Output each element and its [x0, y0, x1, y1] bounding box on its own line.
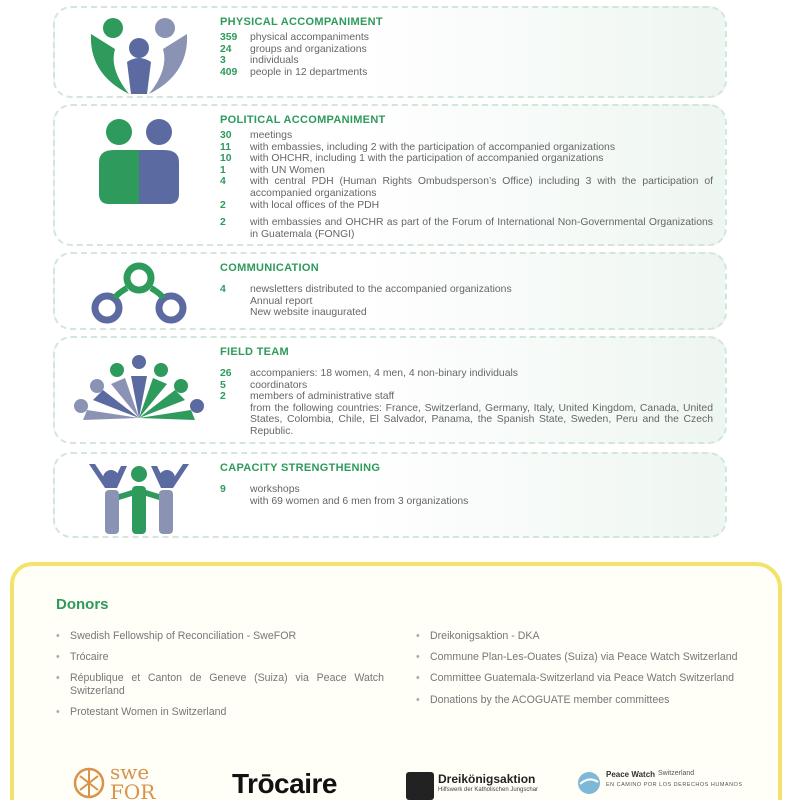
pws-country: Switzerland	[658, 770, 695, 777]
section-title: CAPACITY STRENGTHENING	[220, 462, 381, 474]
communication-circles-icon	[69, 260, 209, 326]
dka-name: Dreikönigsaktion	[438, 772, 536, 786]
stat-row: 3 individuals	[220, 55, 299, 67]
field-team-card	[53, 336, 727, 444]
section-title: FIELD TEAM	[220, 346, 289, 358]
donor-item: • Committee Guatemala-Switzerland via Peace Watch Switzerland	[414, 672, 744, 684]
raised-hands-people-icon	[69, 460, 209, 536]
field-team-body	[220, 346, 713, 438]
stat-row: 1 with UN Women	[220, 164, 325, 176]
pws-name: Peace Watch	[606, 770, 656, 779]
stat-row: 359 physical accompaniments	[220, 32, 369, 43]
stat-row: 26 accompaniers: 18 women, 4 men, 4 non-binary individuals	[220, 368, 518, 379]
globe-icon	[576, 770, 602, 796]
physical-accompaniment-card	[53, 6, 727, 98]
donor-item: • République et Canton de Geneve (Suiza) via Peace Watch Switzerland	[54, 672, 384, 696]
stat-row: 2 with local offices of the PDH	[220, 199, 380, 211]
section-title: COMMUNICATION	[220, 262, 320, 274]
swefor-wordmark: swe FOR	[110, 760, 156, 800]
stat-row: 30 meetings	[220, 130, 293, 141]
communication-body	[220, 262, 713, 319]
donor-item: • Dreikonigsaktion - DKA	[414, 630, 744, 642]
stat-row: with 69 women and 6 men from 3 organizations	[250, 495, 469, 507]
donors-panel	[10, 562, 782, 800]
donor-item: • Commune Plan-Les-Ouates (Suiza) via Peace Watch Switzerland	[414, 651, 744, 663]
pws-tagline: EN CAMINO POR LOS DERECHOS HUMANOS	[606, 782, 743, 788]
stat-row: New website inaugurated	[250, 307, 367, 319]
capacity-strengthening-card	[53, 452, 727, 538]
communication-card	[53, 252, 727, 330]
stat-row: 9 workshops	[220, 484, 300, 495]
stat-row: 2 members of administrative staff	[220, 391, 395, 403]
donor-item: • Donations by the ACOGUATE member committees	[414, 694, 744, 706]
donors-title: Donors	[56, 596, 109, 613]
dka-emblem-icon	[406, 772, 434, 800]
people-embrace-icon	[69, 14, 209, 96]
stat-row: from the following countries: France, Switzerland, Germany, Italy, United Kingdom, Canada, United States, Colombia, Chile, El Salvador, Panama, the Spanish State, Sweden, Peru and the Czech Republic.	[250, 402, 713, 437]
political-body	[220, 114, 713, 240]
donor-item: • Trócaire	[54, 651, 384, 663]
donors-list-left	[54, 630, 384, 727]
stat-row: 409 people in 12 departments	[220, 66, 368, 78]
stat-row: 11 with embassies, including 2 with the participation of accompanied organizations	[220, 141, 616, 153]
trocaire-wordmark: Trōcaire	[232, 768, 337, 799]
political-accompaniment-card	[53, 104, 727, 246]
stat-row: 10 with OHCHR, including 1 with the participation of accompanied organizations	[220, 153, 604, 165]
stat-row: 4 with central PDH (Human Rights Ombudsperson’s Office) including 3 with the participation of accompanied organizations	[220, 176, 713, 199]
physical-body	[220, 16, 713, 78]
section-title: PHYSICAL ACCOMPANIMENT	[220, 16, 383, 28]
donors-list-right	[414, 630, 744, 715]
stat-row: Annual report	[250, 295, 313, 307]
donor-item: • Protestant Women in Switzerland	[54, 706, 384, 718]
trocaire-logo	[232, 768, 337, 800]
stat-row: 2 with embassies and OHCHR as part of the Forum of International Non-Governmental Organizations in Guatemala (FONGI)	[220, 217, 713, 240]
section-title: POLITICAL ACCOMPANIMENT	[220, 114, 386, 126]
stat-row: 24 groups and organizations	[220, 43, 367, 55]
swefor-logo	[72, 762, 192, 800]
team-fan-icon	[69, 348, 209, 438]
swefor-emblem-icon	[72, 766, 106, 800]
stat-row: 5 coordinators	[220, 379, 308, 391]
capacity-body	[220, 462, 713, 507]
donor-item: • Swedish Fellowship of Reconciliation - SweFOR	[54, 630, 384, 642]
dka-subtitle: Hilfswerk der Katholischen Jungschar	[438, 787, 539, 793]
stat-row: 4 newsletters distributed to the accompanied organizations	[220, 284, 512, 295]
donor-logos	[14, 762, 778, 800]
two-people-icon	[69, 112, 209, 212]
